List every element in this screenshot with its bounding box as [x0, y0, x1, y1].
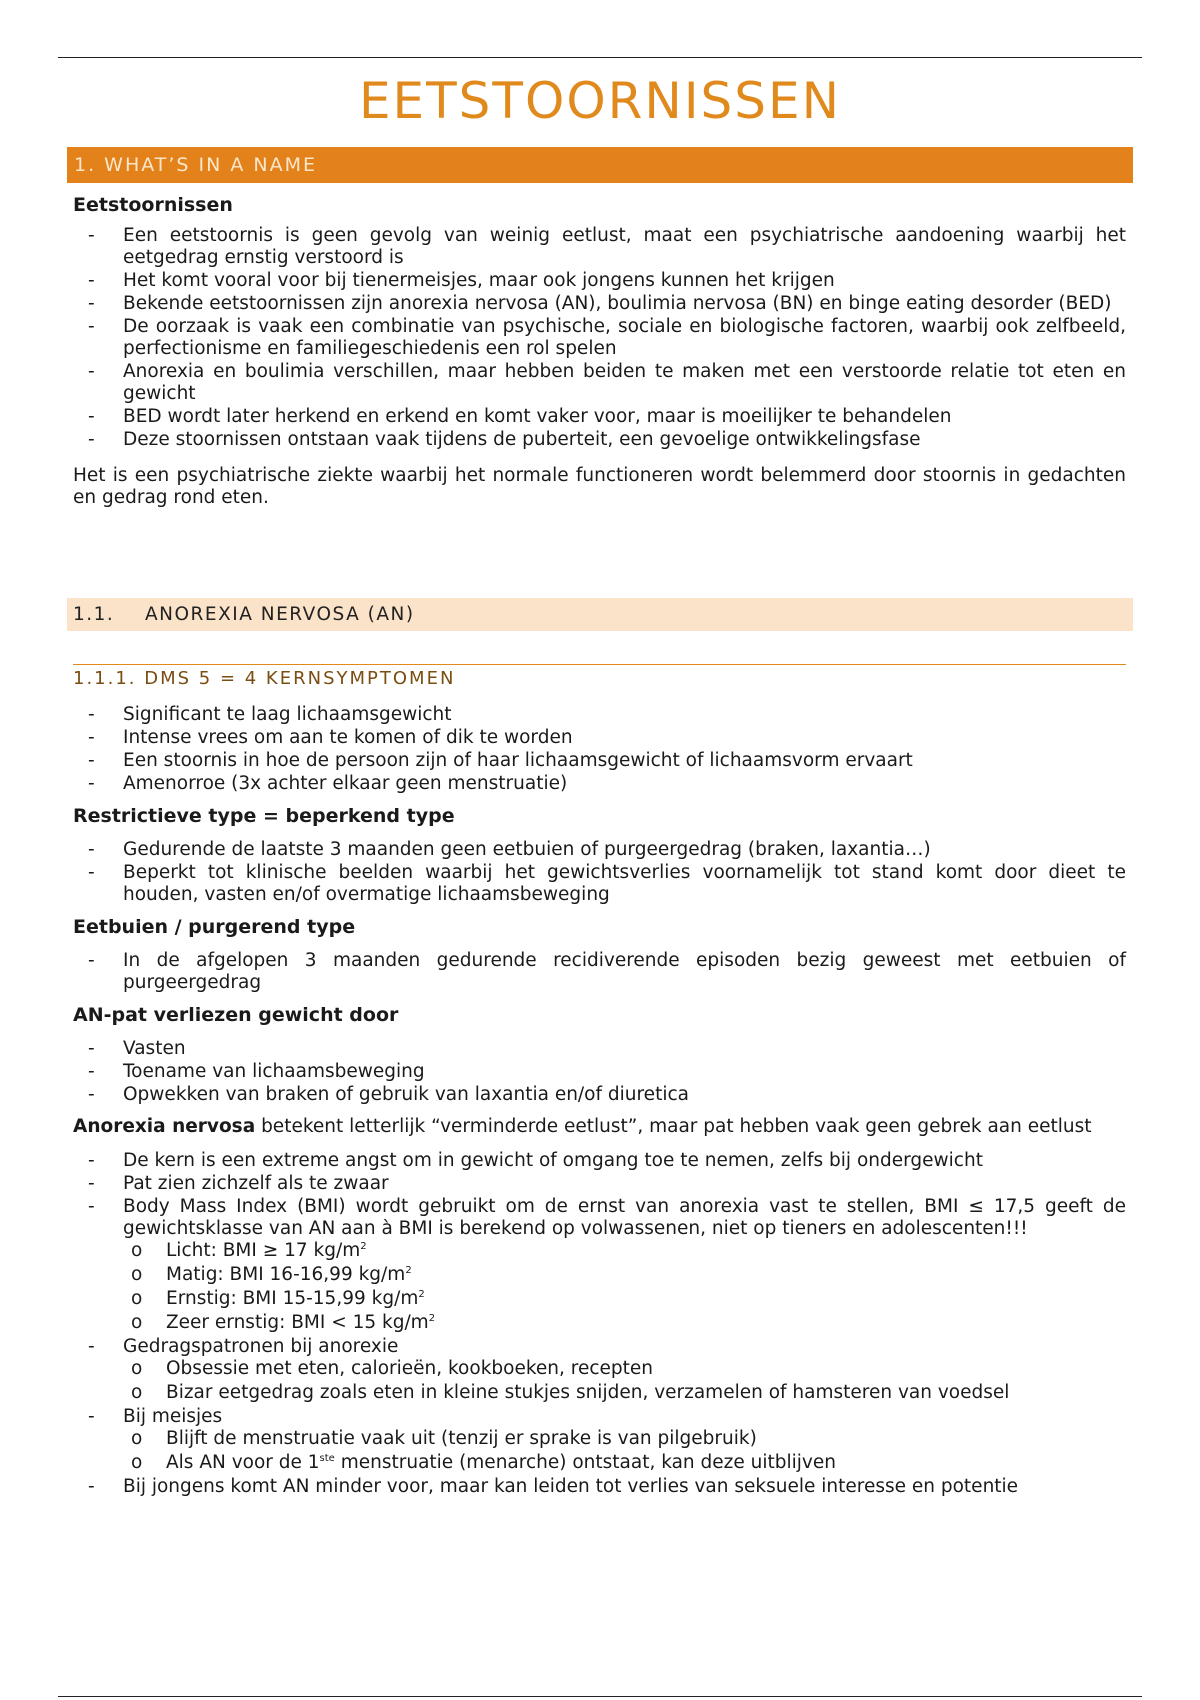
eetstoornissen-list: [73, 225, 1126, 451]
eetstoornissen-block: [73, 194, 1126, 509]
list-item: - Het komt vooral voor bij tienermeisjes, maar ook jongens kunnen het krijgen: [73, 270, 1126, 292]
list-item: - Anorexia en boulimia verschillen, maar hebben beiden te maken met een verstoorde relatie tot eten en gewicht: [73, 361, 1126, 405]
list-item: - Opwekken van braken of gebruik van laxantia en/of diuretica: [73, 1084, 1126, 1106]
restrictief-list: [73, 839, 1126, 906]
anorexia-list: [73, 1150, 1126, 1498]
bmi-item: o Ernstig: BMI 15-15,99 $kg/m^2$: [123, 1288, 1126, 1310]
subheading-restrictief: Restrictieve type = beperkend type: [73, 805, 455, 827]
bmi-item: o Zeer ernstig: BMI < 15 $kg/m^2$: [123, 1312, 1126, 1334]
eetbuien-list: [73, 950, 1126, 994]
list-item: - Deze stoornissen ontstaan vaak tijdens de puberteit, een gevoelige ontwikkelingsfase: [73, 429, 1126, 451]
section-heading-1-1: [67, 598, 1133, 631]
section-heading-1: 1. WHAT’S IN A NAME: [67, 147, 1133, 183]
list-item: - Bekende eetstoornissen zijn anorexia nervosa (AN), boulimia nervosa (BN) en binge eating desorder (BED): [73, 293, 1126, 315]
bmi-list: [73, 1240, 1126, 1334]
bmi-item: o Licht: BMI ≥ 17 $kg/m^2$: [123, 1240, 1126, 1262]
list-item: - Amenorroe (3x achter elkaar geen menstruatie): [73, 773, 1126, 795]
list-item: - Gedragspatronen bij anorexie o Obsessie met eten, calorieën, kookboeken, recepten o Bizar eetgedrag zoals eten in kleine stukjes snijden, verzamelen of hamsteren van voedsel: [73, 1336, 1126, 1404]
meisjes-item: o Blijft de menstruatie vaak uit (tenzij er sprake is van pilgebruik): [123, 1428, 1126, 1450]
anorexia-block: [73, 704, 1126, 1499]
section-label: ANOREXIA NERVOSA (AN): [145, 604, 415, 625]
list-item: - In de afgelopen 3 maanden gedurende recidiverende episoden bezig geweest met eetbuien of purgeergedrag: [73, 950, 1126, 994]
gedrag-item: o Obsessie met eten, calorieën, kookboeken, recepten: [123, 1358, 1126, 1380]
anorexia-paragraph: [73, 1116, 1126, 1138]
list-item: - Intense vrees om aan te komen of dik te worden: [73, 727, 1126, 749]
list-item: - BED wordt later herkend en erkend en komt vaker voor, maar is moeilijker te behandelen: [73, 406, 1126, 428]
subheading-eetbuien: Eetbuien / purgerend type: [73, 916, 356, 938]
list-item: - Bij meisjes o Blijft de menstruatie vaak uit (tenzij er sprake is van pilgebruik) o Als AN voor de 1ste menstruatie (menarche) ontstaat, kan deze uitblijven: [73, 1406, 1126, 1474]
list-item: - De kern is een extreme angst om in gewicht of omgang toe te nemen, zelfs bij ondergewicht: [73, 1150, 1126, 1172]
page-title: EETSTOORNISSEN: [358, 72, 842, 130]
gedrag-item: o Bizar eetgedrag zoals eten in kleine stukjes snijden, verzamelen of hamsteren van voedsel: [123, 1382, 1126, 1404]
subheading-gewicht: AN-pat verliezen gewicht door: [73, 1004, 399, 1026]
list-item: - Een stoornis in hoe de persoon zijn of haar lichaamsgewicht of lichaamsvorm ervaart: [73, 750, 1126, 772]
definition-paragraph: Het is een psychiatrische ziekte waarbij het normale functioneren wordt belemmerd door stoornis in gedachten en gedrag rond eten.: [73, 465, 1126, 508]
list-item: - Een eetstoornis is geen gevolg van weinig eetlust, maat een psychiatrische aandoening waarbij het eetgedrag ernstig verstoord is: [73, 225, 1126, 269]
list-item: - Pat zien zichzelf als te zwaar: [73, 1173, 1126, 1195]
list-item: - Beperkt tot klinische beelden waarbij het gewichtsverlies voornamelijk tot stand komt door dieet te houden, vasten en/of overmatige lichaamsbeweging: [73, 862, 1126, 906]
anorexia-lead-text: betekent letterlijk “verminderde eetlust”, maar pat hebben vaak geen gebrek aan eetlust: [255, 1116, 1092, 1137]
meisjes-item: o Als AN voor de 1ste menstruatie (menarche) ontstaat, kan deze uitblijven: [123, 1452, 1126, 1474]
subheading-eetstoornissen: Eetstoornissen: [73, 194, 233, 216]
list-item: - Vasten: [73, 1038, 1126, 1060]
section-number: 1.1.: [73, 604, 115, 625]
kernsymptomen-list: [73, 704, 1126, 795]
bmi-text: Body Mass Index (BMI) wordt gebruikt om de ernst van anorexia vast te stellen, BMI ≤ 17,5 geeft de gewichtsklasse van AN aan à BMI is berekend op volwassenen, niet op tieners en adolescenten!!!: [123, 1196, 1126, 1239]
gewicht-list: [73, 1038, 1126, 1106]
section-heading-1-1-1: 1.1.1. DMS 5 = 4 KERNSYMPTOMEN: [73, 668, 456, 689]
list-item: - Toename van lichaamsbeweging: [73, 1061, 1126, 1083]
bmi-item: o Matig: BMI 16-16,99 $kg/m^2$: [123, 1264, 1126, 1286]
bottom-rule: [58, 1696, 1142, 1697]
list-item: - Gedurende de laatste 3 maanden geen eetbuien of purgeergedrag (braken, laxantia…): [73, 839, 1126, 861]
meisjes-list: [73, 1428, 1126, 1474]
section-1-1-1-rule: [73, 664, 1126, 665]
anorexia-lead-bold: Anorexia nervosa: [73, 1116, 256, 1137]
top-rule: [58, 57, 1142, 58]
list-item: - Significant te laag lichaamsgewicht: [73, 704, 1126, 726]
gedrag-list: [73, 1358, 1126, 1404]
list-item: [73, 1196, 1126, 1334]
list-item: - Bij jongens komt AN minder voor, maar kan leiden tot verlies van seksuele interesse en potentie: [73, 1476, 1126, 1498]
list-item: - De oorzaak is vaak een combinatie van psychische, sociale en biologische factoren, waarbij ook zelfbeeld, perfectionisme en familiegeschiedenis een rol spelen: [73, 316, 1126, 360]
